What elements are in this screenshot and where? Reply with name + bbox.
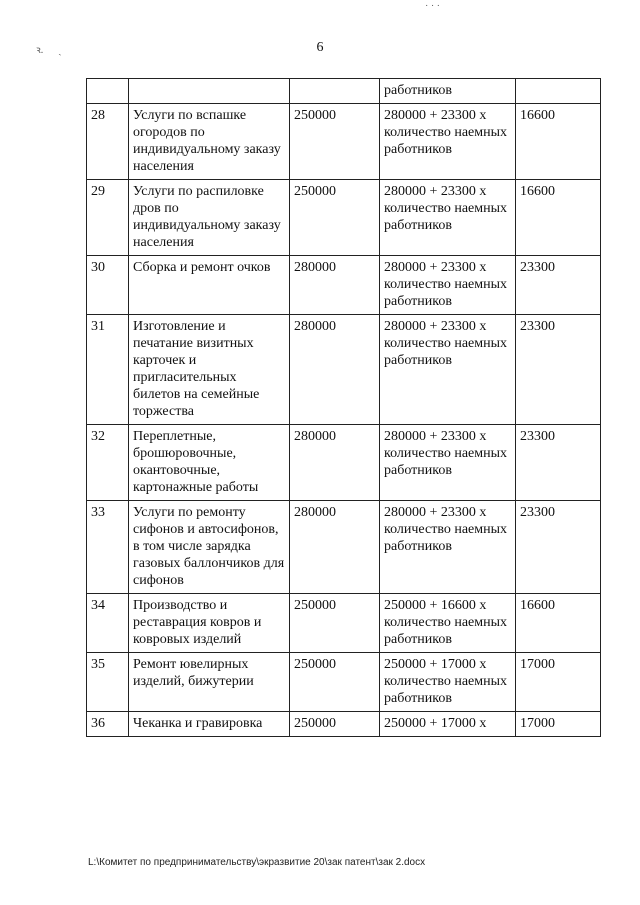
service-cell: Ремонт ювелирных изделий, бижутерии: [129, 653, 290, 712]
base-amount-cell: 250000: [290, 712, 380, 737]
monthly-amount-cell: 16600: [516, 180, 601, 256]
formula-cell: 250000 + 17000 x количество наемных работников: [380, 653, 516, 712]
formula-cell: 280000 + 23300 x количество наемных работников: [380, 256, 516, 315]
row-number-cell: 33: [87, 501, 129, 594]
formula-cell: 280000 + 23300 x количество наемных работников: [380, 501, 516, 594]
service-cell: [129, 79, 290, 104]
row-number-cell: 30: [87, 256, 129, 315]
table-row: [87, 256, 601, 315]
monthly-amount-cell: 17000: [516, 712, 601, 737]
table-row: [87, 180, 601, 256]
monthly-amount-cell: 16600: [516, 594, 601, 653]
table-row: [87, 501, 601, 594]
monthly-amount-cell: 23300: [516, 315, 601, 425]
base-amount-cell: [290, 79, 380, 104]
row-number-cell: 34: [87, 594, 129, 653]
row-number-cell: 29: [87, 180, 129, 256]
base-amount-cell: 280000: [290, 256, 380, 315]
scan-artifact-top-left: ꝛ. ˏ: [36, 45, 62, 56]
document-file-path: L:\Комитет по предпринимательству\экразвитие 20\зак патент\зак 2.docx: [88, 857, 426, 868]
monthly-amount-cell: 23300: [516, 256, 601, 315]
service-cell: Услуги по вспашке огородов по индивидуальному заказу населения: [129, 104, 290, 180]
table-row: [87, 425, 601, 501]
table-row-continuation: [87, 79, 601, 104]
row-number-cell: 32: [87, 425, 129, 501]
formula-cell: 280000 + 23300 x количество наемных работников: [380, 315, 516, 425]
row-number-cell: 36: [87, 712, 129, 737]
table-row: [87, 594, 601, 653]
table-row: [87, 712, 601, 737]
table-row: [87, 104, 601, 180]
base-amount-cell: 280000: [290, 501, 380, 594]
service-cell: Производство и реставрация ковров и ковровых изделий: [129, 594, 290, 653]
formula-cell: работников: [380, 79, 516, 104]
formula-cell: 250000 + 17000 x: [380, 712, 516, 737]
base-amount-cell: 250000: [290, 104, 380, 180]
monthly-amount-cell: 23300: [516, 501, 601, 594]
service-cell: Сборка и ремонт очков: [129, 256, 290, 315]
base-amount-cell: 250000: [290, 653, 380, 712]
base-amount-cell: 250000: [290, 180, 380, 256]
monthly-amount-cell: 17000: [516, 653, 601, 712]
service-cell: Чеканка и гравировка: [129, 712, 290, 737]
service-cell: Услуги по ремонту сифонов и автосифонов, в том числе зарядка газовых баллончиков для сифонов: [129, 501, 290, 594]
formula-cell: 280000 + 23300 x количество наемных работников: [380, 425, 516, 501]
row-number-cell: 35: [87, 653, 129, 712]
row-number-cell: [87, 79, 129, 104]
base-amount-cell: 280000: [290, 315, 380, 425]
page-number: 6: [316, 40, 324, 55]
service-cell: Переплетные, брошюровочные, окантовочные, картонажные работы: [129, 425, 290, 501]
monthly-amount-cell: 16600: [516, 104, 601, 180]
formula-cell: 280000 + 23300 x количество наемных работников: [380, 180, 516, 256]
row-number-cell: 28: [87, 104, 129, 180]
table-row: [87, 653, 601, 712]
monthly-amount-cell: [516, 79, 601, 104]
table-row: [87, 315, 601, 425]
formula-cell: 250000 + 16600 x количество наемных работников: [380, 594, 516, 653]
monthly-amount-cell: 23300: [516, 425, 601, 501]
service-cell: Услуги по распиловке дров по индивидуальному заказу населения: [129, 180, 290, 256]
base-amount-cell: 250000: [290, 594, 380, 653]
scan-artifact-top-right: ˙ ˙ ˙: [425, 4, 440, 15]
tariff-table: [86, 78, 601, 737]
base-amount-cell: 280000: [290, 425, 380, 501]
row-number-cell: 31: [87, 315, 129, 425]
service-cell: Изготовление и печатание визитных карточек и пригласительных билетов на семейные торжества: [129, 315, 290, 425]
formula-cell: 280000 + 23300 x количество наемных работников: [380, 104, 516, 180]
